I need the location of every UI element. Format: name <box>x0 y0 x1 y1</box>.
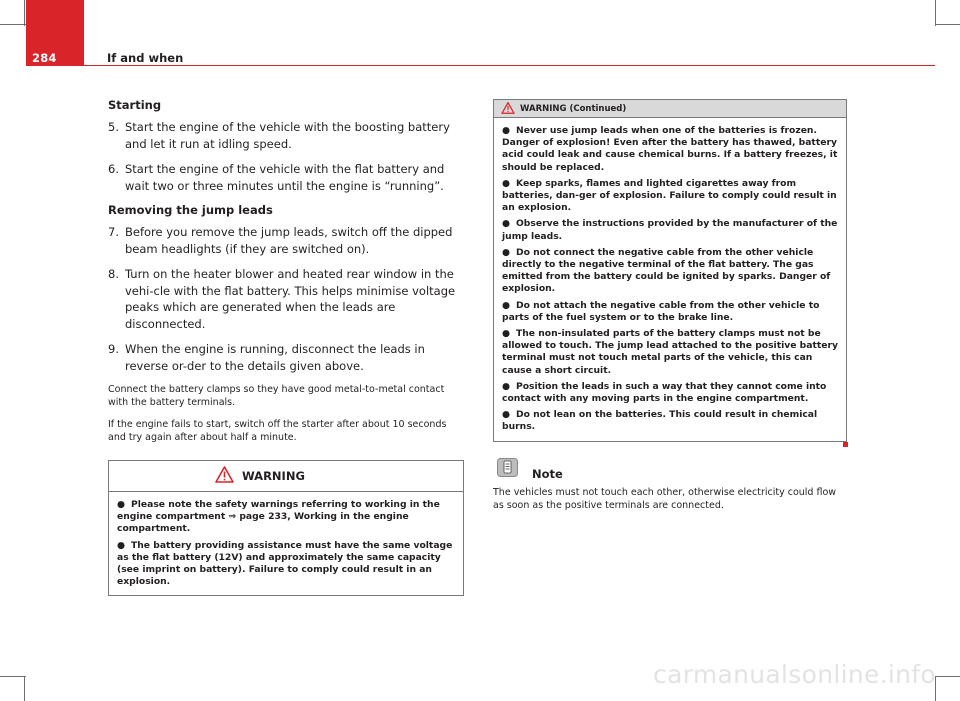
warning-triangle-icon <box>501 99 515 118</box>
warning-bullet <box>502 409 838 433</box>
note-title: Note <box>532 466 563 481</box>
left-column <box>108 98 464 596</box>
step-number: 6. <box>108 162 119 176</box>
bullet-dot: ● <box>117 539 126 551</box>
step-text: Start the engine of the vehicle with the boosting battery and let it run at idling speed. <box>125 120 450 151</box>
removing-heading: Removing the jump leads <box>108 203 273 217</box>
paragraph-clamps: Connect the battery clamps so they have good metal-to-metal contact with the battery terminals. <box>108 384 445 408</box>
bullet-dot: ● <box>502 409 511 421</box>
bullet-text: The non-insulated parts of the battery clamps must not be allowed to touch. The jump lead attached to the positive battery terminal must not touch metal parts of the vehicle, this can cause a short circuit. <box>502 328 838 376</box>
list-item <box>108 119 464 152</box>
crop-mark <box>935 0 936 26</box>
note-header <box>493 458 847 481</box>
bullet-text: Keep sparks, flames and lighted cigarettes away from batteries, dan-ger of explosion. Failure to comply could result in an explosion. <box>502 177 837 214</box>
step-number: 9. <box>108 342 119 356</box>
step-text: Before you remove the jump leads, switch off the dipped beam headlights (if they are switched on). <box>125 225 453 256</box>
warning-bullet <box>502 300 838 324</box>
warning-bullet <box>502 125 838 174</box>
step-text: Start the engine of the vehicle with the flat battery and wait two or three minutes until the engine is “running”. <box>125 162 445 193</box>
step-number: 8. <box>108 267 119 281</box>
bullet-text: The battery providing assistance must have the same voltage as the flat battery (12V) and approximately the same capacity (see imprint on battery). Failure to comply could result in an explosion. <box>117 539 453 588</box>
paragraph-starter: If the engine fails to start, switch off the starter after about 10 seconds and try again after about half a minute. <box>108 419 447 443</box>
list-item <box>108 161 464 194</box>
list-item <box>108 266 464 332</box>
right-column <box>493 99 847 512</box>
warning-continued-body <box>494 118 846 441</box>
crop-mark <box>0 676 26 677</box>
bullet-text: Never use jump leads when one of the batteries is frozen. Danger of explosion! Even after the battery has thawed, battery acid could leak and cause chemical burns. If a battery freezes, it should be replaced. <box>502 125 838 173</box>
section-end-marker <box>843 442 848 447</box>
warning-box <box>108 460 464 596</box>
step-number: 7. <box>108 225 119 239</box>
bullet-text: Observe the instructions provided by the manufacturer of the jump leads. <box>502 218 838 242</box>
bullet-text: Do not connect the negative cable from the other vehicle directly to the negative terminal of the flat battery. The gas emitted from the battery could be ignited by sparks. Danger of explosion. <box>502 246 831 295</box>
bullet-text: Do not lean on the batteries. This could result in chemical burns. <box>502 409 818 433</box>
bullet-dot: ● <box>502 125 511 136</box>
warning-header <box>109 461 463 492</box>
warning-triangle-icon <box>215 466 234 487</box>
crop-mark <box>24 676 25 701</box>
bullet-dot: ● <box>502 380 511 392</box>
bullet-dot: ● <box>502 246 511 258</box>
bullet-dot: ● <box>502 177 511 189</box>
warning-title: WARNING <box>242 469 305 483</box>
note-text: The vehicles must not touch each other, otherwise electricity could flow as soon as the positive terminals are connected. <box>493 486 837 511</box>
list-item <box>108 224 464 257</box>
warning-body <box>109 492 463 595</box>
starting-heading: Starting <box>108 98 162 112</box>
warning-bullet <box>117 499 455 536</box>
step-number: 5. <box>108 120 119 134</box>
warning-continued-header <box>494 100 846 118</box>
bullet-text: Do not attach the negative cable from the other vehicle to parts of the fuel system or to the brake line. <box>502 299 820 323</box>
warning-continued-title: WARNING (Continued) <box>520 103 627 114</box>
bullet-dot: ● <box>502 218 511 230</box>
header-rule <box>84 65 935 66</box>
warning-bullet <box>502 218 838 242</box>
bullet-dot: ● <box>117 499 126 510</box>
bullet-text: Position the leads in such a way that they cannot come into contact with any moving parts in the engine compartment. <box>502 380 827 405</box>
crop-mark <box>935 676 960 677</box>
bullet-text: Please note the safety warnings referring to working in the engine compartment ⇒ page 233, Working in the engine compartment. <box>117 499 440 535</box>
warning-bullet <box>502 328 838 377</box>
warning-bullet <box>117 540 455 589</box>
crop-mark <box>24 0 25 26</box>
warning-bullet <box>502 247 838 296</box>
watermark: carmanualsonline.info <box>653 660 936 689</box>
bullet-dot: ● <box>502 328 511 340</box>
step-text: Turn on the heater blower and heated rear window in the vehi-cle with the flat battery. This helps minimise voltage peaks which are generated when the leads are disconnected. <box>125 267 456 331</box>
page-number: 284 <box>32 51 57 65</box>
crop-mark <box>935 24 960 25</box>
page-number-badge <box>26 0 84 66</box>
crop-mark <box>0 24 26 25</box>
warning-bullet <box>502 178 838 215</box>
step-text: When the engine is running, disconnect the leads in reverse or-der to the details given above. <box>125 342 425 373</box>
bullet-dot: ● <box>502 299 511 311</box>
page-title: If and when <box>107 51 184 65</box>
note-icon <box>497 458 518 481</box>
list-item <box>108 341 464 374</box>
warning-bullet <box>502 381 838 405</box>
warning-continued-box <box>493 99 847 442</box>
